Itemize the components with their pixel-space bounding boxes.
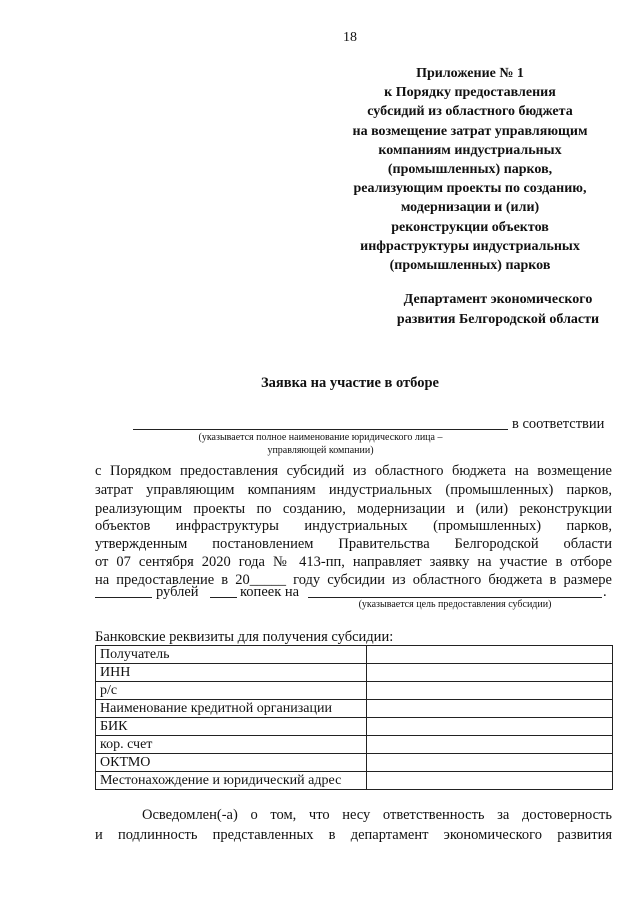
bank-row-value[interactable] (367, 700, 613, 718)
table-row (96, 664, 613, 682)
body-line: утвержденным постановлением Правительства Белгородской области (95, 536, 612, 552)
bank-row-label: Местонахождение и юридический адрес (96, 772, 367, 790)
body-line: затрат управляющим компаниям индустриальных (промышленных) парков, (95, 482, 612, 498)
bank-row-label: р/с (96, 682, 367, 700)
bank-row-label: Наименование кредитной организации (96, 700, 367, 718)
appendix-line: Приложение № 1 (416, 66, 524, 81)
table-row (96, 718, 613, 736)
appendix-line: инфраструктуры индустриальных (360, 238, 580, 254)
appendix-header (330, 64, 610, 275)
form-title: Заявка на участие в отборе (261, 375, 439, 391)
rubles-field[interactable] (95, 597, 152, 598)
table-row (96, 682, 613, 700)
purpose-note: (указывается цель предоставления субсидии) (358, 599, 552, 610)
bank-row-value[interactable] (367, 664, 613, 682)
body-line: объектов инфраструктуры индустриальных (промышленных) парков, (95, 518, 612, 534)
table-row (96, 772, 613, 790)
applicant-note-line: управляющей компании) (267, 444, 374, 456)
bank-row-value[interactable] (367, 682, 613, 700)
appendix-line: реконструкции объектов (391, 219, 549, 235)
table-row (96, 646, 613, 664)
bank-row-value[interactable] (367, 646, 613, 664)
addressee-line: развития Белгородской области (396, 312, 600, 327)
body-line: реализующим проекты по созданию, модернизации и (или) реконструкции (95, 501, 612, 517)
kopecks-label: копеек на (240, 584, 300, 600)
body-line: на предоставление в 20_____ году субсидии из областного бюджета в размере (95, 572, 612, 588)
page-number: 18 (343, 30, 357, 45)
appendix-line: компаниям индустриальных (378, 142, 562, 158)
bank-details-table (95, 645, 613, 790)
applicant-note-line: (указывается полное наименование юридического лица – (198, 432, 443, 443)
bank-row-value[interactable] (367, 718, 613, 736)
appendix-line: на возмещение затрат управляющим (352, 123, 588, 139)
table-row (96, 700, 613, 718)
bank-row-label: ИНН (96, 664, 367, 682)
appendix-line: (промышленных) парков (389, 258, 551, 274)
purpose-field[interactable] (308, 597, 602, 598)
bank-row-label: БИК (96, 718, 367, 736)
applicant-name-field[interactable] (133, 429, 508, 430)
bank-row-label: ОКТМО (96, 754, 367, 772)
applicant-trailing-text: в соответствии (512, 416, 605, 432)
bank-row-label: кор. счет (96, 736, 367, 754)
bank-row-value[interactable] (367, 754, 613, 772)
addressee-line: Департамент экономического (403, 292, 593, 307)
table-row (96, 754, 613, 772)
bank-row-value[interactable] (367, 772, 613, 790)
body-line: с Порядком предоставления субсидий из областного бюджета на возмещение (95, 463, 612, 479)
applicant-note (133, 432, 508, 457)
bank-row-value[interactable] (367, 736, 613, 754)
purpose-end: . (603, 584, 607, 600)
rubles-label: рублей (156, 584, 199, 600)
closing-line: и подлинность представленных в департамент экономического развития (95, 827, 612, 843)
table-row (96, 736, 613, 754)
bank-row-label: Получатель (96, 646, 367, 664)
appendix-line: субсидий из областного бюджета (367, 104, 573, 120)
bank-details-heading: Банковские реквизиты для получения субсидии: (95, 629, 394, 645)
closing-line: Осведомлен(-а) о том, что несу ответственность за достоверность (142, 807, 612, 823)
addressee-block (370, 290, 626, 330)
kopecks-field[interactable] (210, 597, 237, 598)
appendix-line: (промышленных) парков, (387, 162, 553, 178)
appendix-line: к Порядку предоставления (384, 85, 556, 101)
body-line: от 07 сентября 2020 года № 413-пп, направляет заявку на участие в отборе (95, 554, 612, 570)
appendix-line: реализующим проекты по созданию, (353, 181, 587, 197)
appendix-line: модернизации и (или) (400, 200, 540, 216)
